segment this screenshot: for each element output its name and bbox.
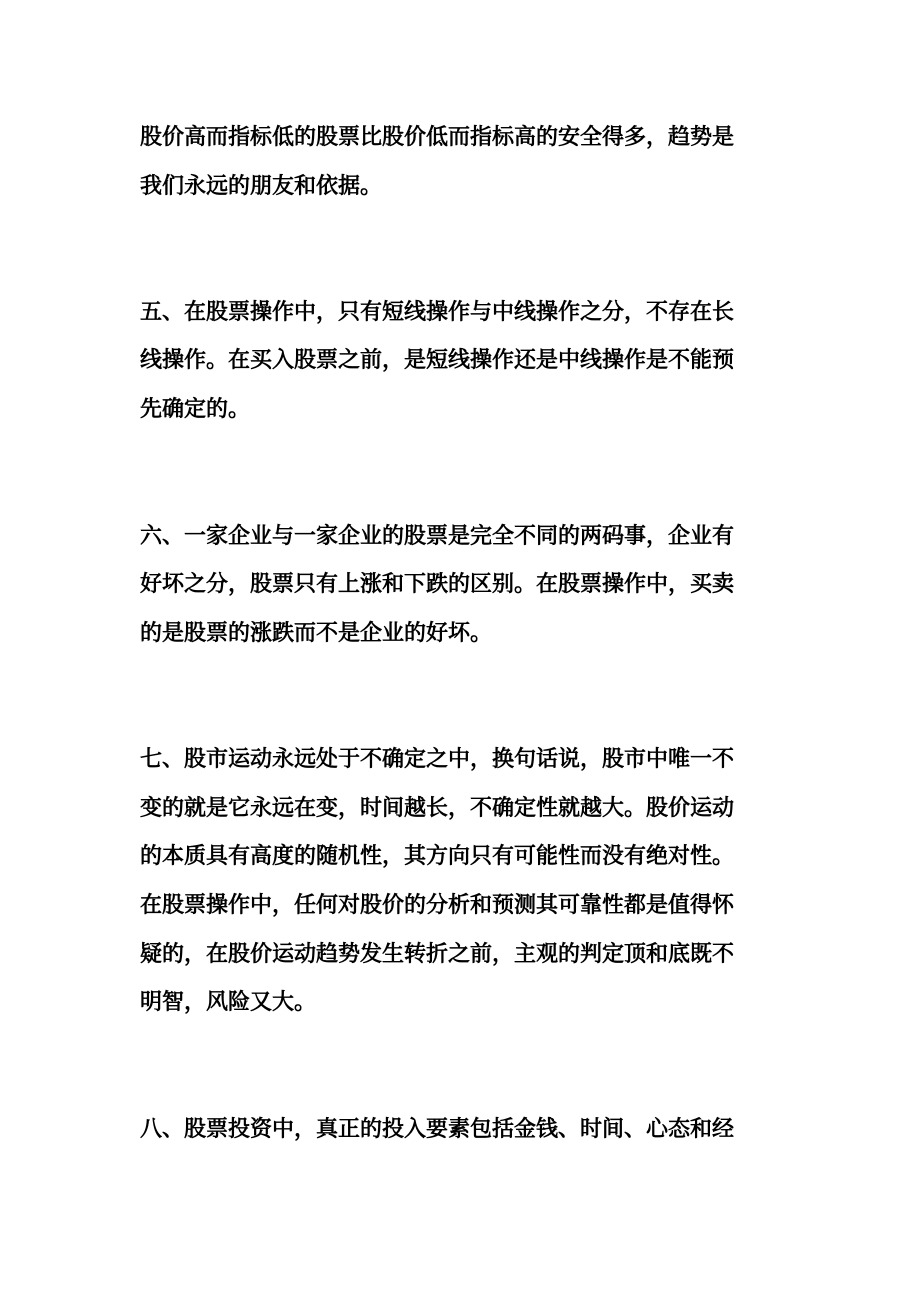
paragraph-3-line-1: 六、一家企业与一家企业的股票是完全不同的两码事，企业有 [140, 523, 735, 549]
paragraph-2-line-3: 先确定的。 [140, 396, 251, 422]
paragraph-1-line-2: 我们永远的朋友和依据。 [140, 173, 383, 199]
paragraph-3-line-2: 好坏之分，股票只有上涨和下跌的区别。在股票操作中，买卖 [140, 571, 735, 597]
paragraph-4-line-6: 明智，风险又大。 [140, 989, 317, 1015]
paragraph-1-line-1: 股价高而指标低的股票比股价低而指标高的安全得多，趋势是 [140, 124, 735, 150]
paragraph-4-line-3: 的本质具有高度的随机性，其方向只有可能性而没有绝对性。 [140, 843, 735, 869]
paragraph-3-line-3: 的是股票的涨跌而不是企业的好坏。 [140, 620, 493, 646]
paragraph-4-line-1: 七、股市运动永远处于不确定之中，换句话说，股市中唯一不 [140, 746, 735, 772]
paragraph-2-line-2: 线操作。在买入股票之前，是短线操作还是中线操作是不能预 [140, 347, 735, 373]
paragraph-4-line-4: 在股票操作中，任何对股价的分析和预测其可靠性都是值得怀 [140, 892, 735, 918]
paragraph-4-line-5: 疑的，在股价运动趋势发生转折之前，主观的判定顶和底既不 [140, 941, 735, 967]
paragraph-4-line-2: 变的就是它永远在变，时间越长，不确定性就越大。股价运动 [140, 795, 735, 821]
paragraph-2-line-1: 五、在股票操作中，只有短线操作与中线操作之分，不存在长 [140, 299, 735, 325]
paragraph-5-line-1: 八、股票投资中，真正的投入要素包括金钱、时间、心态和经 [140, 1116, 735, 1142]
